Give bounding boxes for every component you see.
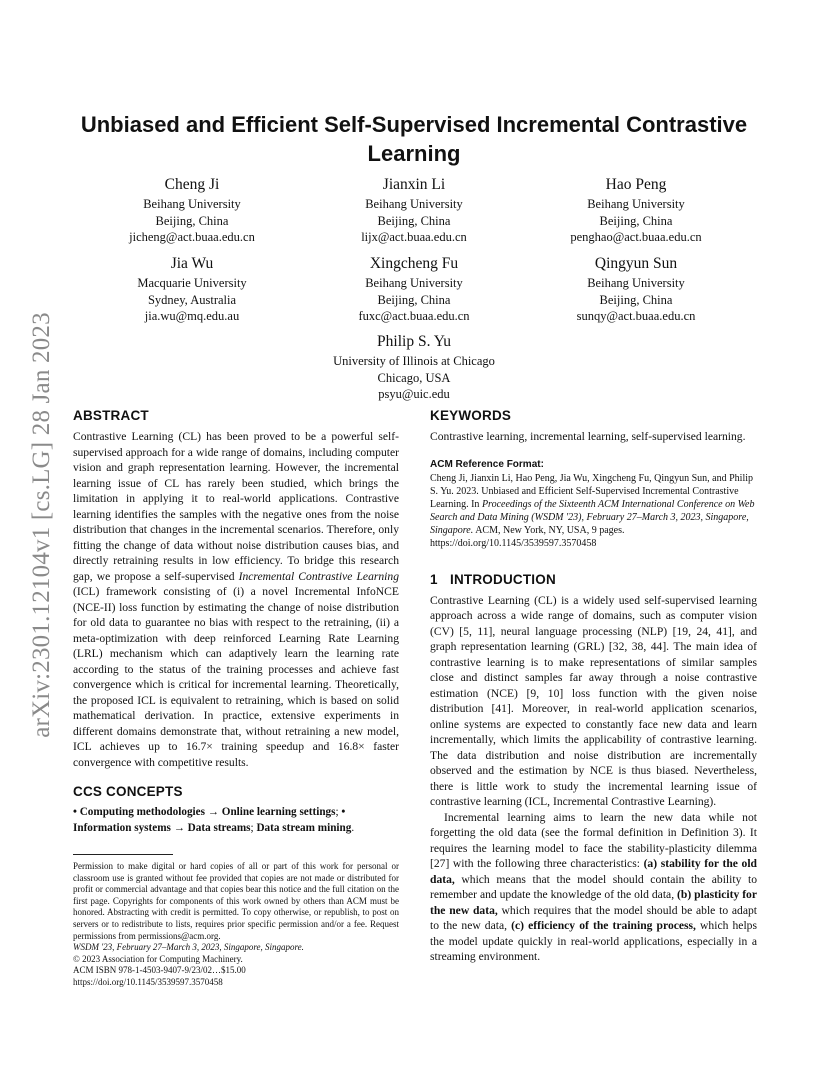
author-location: Beijing, China bbox=[599, 213, 673, 228]
ccs-heading: CCS CONCEPTS bbox=[73, 784, 183, 799]
ccs-concept: Information systems bbox=[73, 821, 171, 834]
permission-notice: Permission to make digital or hard copies of all or part of this work for personal or classroom use is granted without fee provided that copies are not made or distributed for profit or commercial advantage and that copies bear this notice and the full citation on the first page. Copyrights for components of this work owned by others than ACM must be honored. Abstracting with credit is permitted. To copy otherwise, or republish, to post on servers or to redistribute to lists, requires prior specific permission and/or a fee. Request permissions from permissions@acm.org. bbox=[73, 861, 399, 941]
author-email[interactable]: jicheng@act.buaa.edu.cn bbox=[129, 230, 255, 244]
author-name: Philip S. Yu bbox=[377, 333, 451, 350]
intro-paragraph bbox=[430, 810, 757, 965]
footnote-divider bbox=[73, 854, 173, 855]
intro-text-part: which requires that the model should be able to adapt to the new data, bbox=[430, 903, 758, 932]
intro-paragraph: Contrastive Learning (CL) is a widely used self-supervised learning approach across a wide range of domains, such as computer vision (CV) [5, 11], neural language processing (NLP) [19, 24, 41], and graph representation learning (GRL) [32, 38, 44]. The main idea of contrastive learning is to make representations of similar samples close and distinct samples far away through a noise contrastive estimation (NCE) [9, 10] loss function with the given noise distribution [41]. Moreover, in real-world application scenarios, online systems are expected to constantly face new data and learn incrementally, which limits the applicability of contrastive learning. The data distribution and noise distribution are incrementally observed and the estimation by NCE is thus biased. Nevertheless, there is little work to study the incremental learning issue of contrastive learning (ICL, Incremental Contrastive Learning). bbox=[430, 593, 757, 808]
ccs-concept: Computing methodologies bbox=[79, 806, 205, 818]
ccs-concept: Online learning settings bbox=[221, 806, 336, 818]
author-email[interactable]: jia.wu@mq.edu.au bbox=[144, 309, 240, 323]
intro-bold-phrase: (b) plasticity for the new data, bbox=[430, 888, 757, 917]
author-name: Jianxin Li bbox=[382, 176, 446, 193]
ccs-bullet: • bbox=[341, 806, 346, 818]
arxiv-stamp-text: arXiv:2301.12104v1 [cs.LG] 28 Jan 2023 bbox=[28, 312, 55, 738]
author-email[interactable]: lijx@act.buaa.edu.cn bbox=[361, 230, 467, 244]
author-block bbox=[82, 175, 302, 246]
abstract-emphasis: Incremental Contrastive Learning bbox=[238, 569, 399, 583]
ccs-concept: Data stream mining bbox=[256, 821, 352, 834]
ccs-arrow: → bbox=[207, 806, 219, 818]
reference-authors: Cheng Ji, Jianxin Li, Hao Peng, Jia Wu, Xingcheng Fu, Qingyun Sun, and Philip S. Yu. 2023. Unbiased and Efficient Self-Supervised Incremental Contrastive Learning. In bbox=[430, 472, 754, 510]
ccs-concepts bbox=[73, 805, 399, 836]
author-affiliation: Beihang University bbox=[365, 276, 463, 290]
reference-tail: ACM, New York, NY, USA, 9 pages. https://doi.org/10.1145/3539597.3570458 bbox=[430, 524, 625, 549]
intro-text-part: which helps the model update quickly in real-world applications, especially in a streaming environment. bbox=[430, 919, 757, 963]
author-email[interactable]: penghao@act.buaa.edu.cn bbox=[570, 230, 702, 244]
intro-text-part: which means that the model should contain the ability to remember and update the knowledge of the old data, bbox=[430, 872, 757, 901]
copyright-line: © 2023 Association for Computing Machinery. bbox=[73, 953, 243, 964]
section-title: INTRODUCTION bbox=[450, 571, 556, 587]
author-affiliation: Beihang University bbox=[587, 197, 685, 211]
author-block bbox=[284, 332, 544, 403]
right-column bbox=[430, 408, 757, 965]
author-block bbox=[304, 254, 524, 325]
author-block bbox=[526, 254, 746, 325]
ccs-bullet: • bbox=[73, 806, 77, 818]
ccs-period: . bbox=[351, 821, 355, 834]
author-location: Beijing, China bbox=[599, 292, 673, 307]
author-name: Cheng Ji bbox=[164, 176, 220, 193]
reference-format-text bbox=[430, 472, 757, 550]
author-email[interactable]: sunqy@act.buaa.edu.cn bbox=[576, 309, 696, 323]
author-name: Jia Wu bbox=[170, 255, 214, 272]
keywords-text: Contrastive learning, incremental learning, self-supervised learning. bbox=[430, 430, 746, 443]
author-name: Hao Peng bbox=[605, 176, 667, 193]
doi-link[interactable]: https://doi.org/10.1145/3539597.3570458 bbox=[73, 976, 223, 987]
author-affiliation: Beihang University bbox=[143, 197, 241, 211]
keywords-heading: KEYWORDS bbox=[430, 408, 512, 423]
author-affiliation: Macquarie University bbox=[137, 276, 247, 290]
venue-line: WSDM '23, February 27–March 3, 2023, Singapore, Singapore. bbox=[73, 942, 304, 953]
author-block bbox=[304, 175, 524, 246]
section-number: 1 bbox=[430, 571, 438, 587]
author-location: Chicago, USA bbox=[377, 370, 451, 385]
intro-bold-phrase: (a) stability for the old data, bbox=[430, 857, 757, 886]
author-affiliation: Beihang University bbox=[587, 276, 685, 290]
author-location: Beijing, China bbox=[377, 213, 451, 228]
author-email[interactable]: fuxc@act.buaa.edu.cn bbox=[358, 309, 470, 323]
abstract-heading: ABSTRACT bbox=[73, 408, 149, 423]
left-column bbox=[73, 408, 399, 989]
author-location: Sydney, Australia bbox=[147, 292, 237, 307]
intro-text-part: Incremental learning aims to learn the new data while not forgetting the old data (see the formal definition in Definition 3). It requires the learning model to face the stability-plasticity dilemma [27] with the following three characteristics: bbox=[430, 810, 757, 870]
intro-bold-phrase: (c) efficiency of the training process, bbox=[511, 919, 696, 932]
reference-format-heading: ACM Reference Format: bbox=[430, 458, 544, 470]
author-name: Qingyun Sun bbox=[594, 255, 678, 272]
ccs-separator: ; bbox=[335, 806, 339, 818]
author-affiliation: University of Illinois at Chicago bbox=[333, 354, 495, 368]
author-block bbox=[526, 175, 746, 246]
footnote-area bbox=[73, 854, 399, 989]
paper-title: Unbiased and Efficient Self-Supervised Incremental Contrastive Learning bbox=[80, 112, 748, 166]
arxiv-stamp bbox=[24, 290, 60, 760]
abstract-text-part: (ICL) framework consisting of (i) a novel Incremental InfoNCE (NCE-II) loss function by estimating the change of noise distribution for old data to guarantee no bias with respect to the retraining, (ii) a meta-optimization with deep reinforced Learning Rate Learning (LRL) mechanism which can adaptively learn the learning rate according to the status of the training processes and achieve fast convergence which is critical for incremental learning. Theoretically, the proposed ICL is equivalent to retraining, which is based on solid mathematical derivation. In practice, extensive experiments in different domains demonstrate that, without retraining a new model, ICL achieves up to 16.7× training speedup and 16.8× faster convergence with competitive results. bbox=[73, 585, 399, 769]
author-location: Beijing, China bbox=[377, 292, 451, 307]
author-email[interactable]: psyu@uic.edu bbox=[378, 387, 450, 401]
reference-proceedings: Proceedings of the Sixteenth ACM International Conference on Web Search and Data Mining (WSDM '23), February 27–March 3, 2023, Singapore, Singapore. bbox=[430, 498, 755, 536]
author-name: Xingcheng Fu bbox=[369, 255, 459, 272]
author-location: Beijing, China bbox=[155, 213, 229, 228]
author-affiliation: Beihang University bbox=[365, 197, 463, 211]
abstract-text bbox=[73, 429, 399, 770]
ccs-arrow: → bbox=[173, 821, 185, 834]
isbn-line: ACM ISBN 978-1-4503-9407-9/23/02…$15.00 bbox=[73, 965, 246, 976]
introduction-heading bbox=[430, 572, 757, 587]
abstract-text-part: Contrastive Learning (CL) has been proved to be a powerful self-supervised approach for a wide range of domains, including computer vision and graph representation learning. However, the incremental learning issue of CL has rarely been studied, which brings the limitation in applying it to real-world applications. Contrastive learning identifies the samples with the negative ones from the noise distribution that changes in the incremental scenarios. Therefore, only fitting the change of data without noise distribution causes bias, and directly retraining results in low efficiency. To bridge this research gap, we propose a self-supervised bbox=[73, 430, 399, 583]
author-block bbox=[82, 254, 302, 325]
ccs-concept: Data streams bbox=[187, 821, 251, 834]
ccs-separator: ; bbox=[250, 821, 254, 834]
